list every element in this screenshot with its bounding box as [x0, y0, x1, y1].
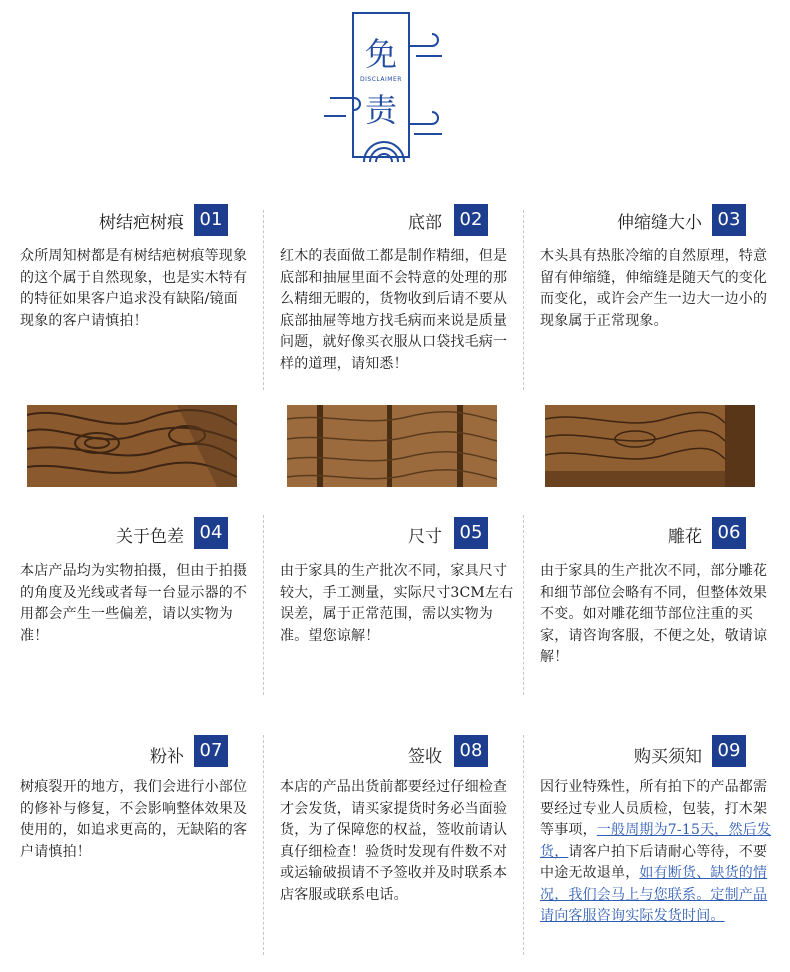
divider: [523, 210, 524, 390]
shipping-period-link[interactable]: 一般周期为7-15天，然后发货，: [540, 822, 772, 860]
wood-grain-photo-1: [27, 405, 237, 487]
section-title-07: 粉补: [150, 747, 184, 767]
section-number-07: 07: [194, 735, 228, 767]
divider: [263, 210, 264, 390]
cloud-ornament-icon: [320, 20, 450, 170]
badge-subtitle: DISCLAIMER: [360, 76, 402, 83]
divider: [263, 515, 264, 695]
divider: [523, 515, 524, 695]
divider: [523, 735, 524, 955]
section-text-02: 红木的表面做工都是制作精细，但是底部和抽屉里面不会特意的处理的那么精细无暇的，货物收到后请不要从底部抽屉等地方找毛病而来说是质量问题，就好像买衣服从口袋找毛病一样的道理，请知悉！: [280, 248, 508, 372]
section-number-05: 05: [454, 517, 488, 549]
divider: [263, 735, 264, 955]
section-number-06: 06: [712, 517, 746, 549]
section-title-05: 尺寸: [408, 527, 442, 547]
section-number-04: 04: [194, 517, 228, 549]
section-text-09-prefix: 因行业特殊性，所有拍下的产品都需要经过专业人员质检，包装，打木架等事项，: [540, 779, 768, 838]
section-number-02: 02: [454, 204, 488, 236]
section-title-02: 底部: [408, 213, 442, 233]
section-text-01: 众所周知树都是有树结疤树痕等现象的这个属于自然现象，也是实木特有的特征如果客户追求没有缺陷/镜面现象的客户请慎拍！: [20, 248, 248, 329]
section-title-08: 签收: [408, 747, 442, 767]
badge-char-1: 免: [364, 35, 397, 73]
section-text-03: 木头具有热胀冷缩的自然原理，特意留有伸缩缝，伸缩缝是随天气的变化而变化，或许会产生一边大一边小的现象属于正常现象。: [540, 248, 768, 329]
section-text-09: [540, 777, 780, 928]
wood-grain-photo-2: [287, 405, 497, 487]
badge-char-2: 责: [364, 91, 397, 129]
section-title-09: 购买须知: [634, 747, 702, 767]
section-number-01: 01: [194, 204, 228, 236]
section-number-08: 08: [454, 735, 488, 767]
section-text-06: 由于家具的生产批次不同，部分雕花和细节部位会略有不同，但整体效果不变。如对雕花细节部位注重的买家，请咨询客服，不便之处，敬请谅解！: [540, 563, 768, 665]
section-number-09: 09: [712, 735, 746, 767]
section-title-01: 树结疤树痕: [99, 213, 184, 233]
section-title-06: 雕花: [668, 527, 702, 547]
section-number-03: 03: [712, 204, 746, 236]
stock-contact-link[interactable]: 如有断货、缺货的情况，我们会马上与您联系。定制产品请向客服咨询实际发货时间。: [540, 865, 768, 924]
section-text-05: 由于家具的生产批次不同，家具尺寸较大，手工测量，实际尺寸3CM左右误差，属于正常范围，需以实物为准。望您谅解！: [280, 563, 514, 644]
section-title-03: 伸缩缝大小: [617, 213, 702, 233]
wood-grain-photo-3: [545, 405, 755, 487]
section-title-04: 关于色差: [116, 527, 184, 547]
section-text-04: 本店产品均为实物拍摄，但由于拍摄的角度及光线或者每一台显示器的不用都会产生一些偏差，请以实物为准！: [20, 563, 248, 644]
section-text-07: 树痕裂开的地方，我们会进行小部位的修补与修复，不会影响整体效果及使用的，如追求更高的，无缺陷的客户请慎拍！: [20, 779, 248, 860]
section-text-08: 本店的产品出货前都要经过仔细检查才会发货，请买家提货时务必当面验货，为了保障您的权益，签收前请认真仔细检查！验货时发现有件数不对或运输破损请不予签收并及时联系本店客服或联系电话。: [280, 779, 508, 903]
section-text-09-middle: 请客户拍下后请耐心等待，不要中途无故退单，: [540, 843, 768, 881]
